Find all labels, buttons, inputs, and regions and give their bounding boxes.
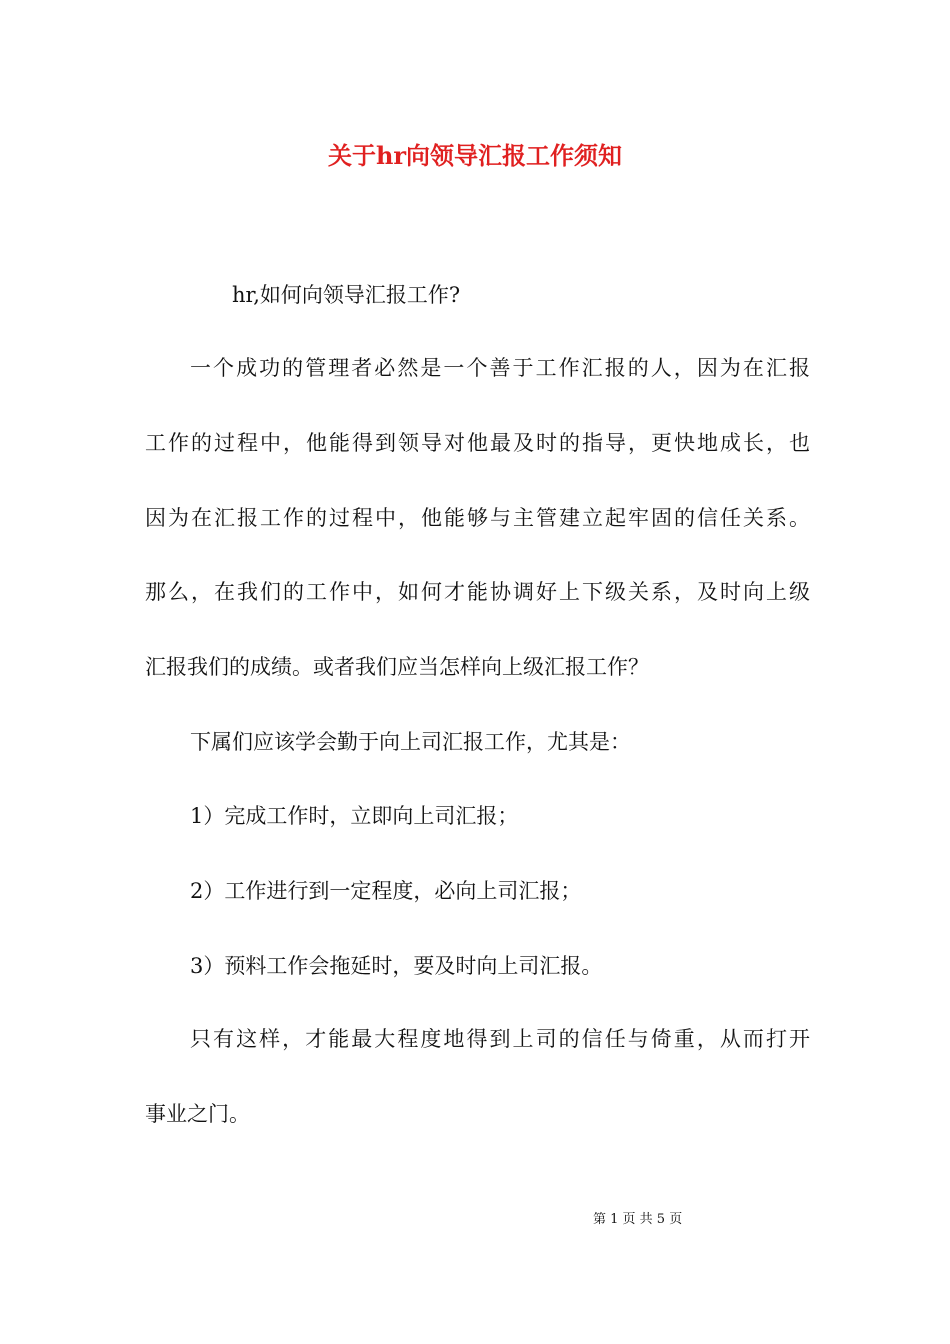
paragraph-line: 事业之门。	[145, 1102, 250, 1126]
paragraph-line: 汇报我们的成绩。或者我们应当怎样向上级汇报工作？	[145, 655, 649, 679]
document-title: 关于hr向领导汇报工作须知	[327, 141, 623, 170]
list-item: 2）工作进行到一定程度，必向上司汇报；	[190, 879, 582, 903]
list-item: 3）预料工作会拖延时，要及时向上司汇报。	[190, 954, 603, 978]
paragraph-line: 工作的过程中，他能得到领导对他最及时的指导，更快地成长，也	[145, 431, 810, 455]
paragraph-line: 只有这样，才能最大程度地得到上司的信任与倚重，从而打开	[190, 1027, 810, 1051]
paragraph-line: 因为在汇报工作的过程中，他能够与主管建立起牢固的信任关系。	[145, 506, 810, 530]
list-item: 1）完成工作时，立即向上司汇报；	[190, 804, 519, 828]
paragraph-line: 那么，在我们的工作中，如何才能协调好上下级关系，及时向上级	[145, 580, 810, 604]
page-number-footer: 第 1 页 共 5 页	[593, 1212, 683, 1227]
paragraph-line: hr,如何向领导汇报工作?	[232, 283, 461, 307]
paragraph-line: 下属们应该学会勤于向上司汇报工作，尤其是：	[190, 730, 631, 754]
paragraph-line: 一个成功的管理者必然是一个善于工作汇报的人，因为在汇报	[190, 356, 810, 380]
